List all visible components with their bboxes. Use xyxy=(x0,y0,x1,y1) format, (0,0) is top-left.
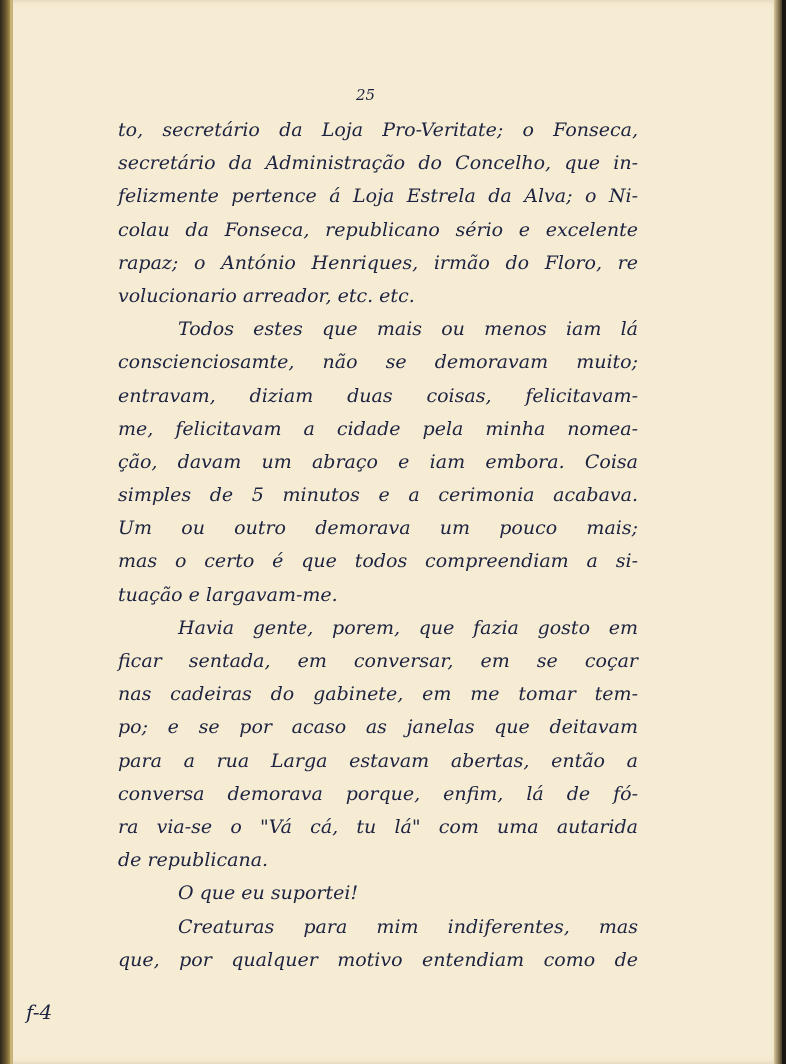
text-line: secretário da Administração do Concelho, que in- xyxy=(118,152,638,175)
page-number: 25 xyxy=(356,86,376,104)
text-line: tuação e largavam-me. xyxy=(118,583,338,606)
text-line: de republicana. xyxy=(118,849,269,872)
text-line: Todos estes que mais ou menos iam lá xyxy=(178,318,638,341)
text-line: Creaturas para mim indiferentes, mas xyxy=(178,915,638,938)
text-line: conscienciosamte, não se demoravam muito; xyxy=(118,351,638,374)
text-line: entravam, diziam duas coisas, felicitavam- xyxy=(118,384,638,407)
text-line: Um ou outro demorava um pouco mais; xyxy=(118,517,638,540)
manuscript-page xyxy=(10,0,782,1064)
text-line: to, secretário da Loja Pro-Veritate; o Fonseca, xyxy=(118,119,638,141)
text-line: mas o certo é que todos compreendiam a si- xyxy=(118,550,638,573)
text-line: po; e se por acaso as janelas que deitavam xyxy=(118,716,638,739)
text-line: Havia gente, porem, que fazia gosto em xyxy=(178,616,638,639)
text-line: rapaz; o António Henriques, irmão do Floro, re xyxy=(118,251,638,274)
margin-note: f-4 xyxy=(26,1000,53,1024)
text-line: volucionario arreador, etc. etc. xyxy=(118,284,415,307)
text-line: que, por qualquer motivo entendiam como de xyxy=(118,948,638,971)
text-line: para a rua Larga estavam abertas, então a xyxy=(118,749,638,772)
text-line: ficar sentada, em conversar, em se coçar xyxy=(118,650,638,672)
text-line: ção, davam um abraço e iam embora. Coisa xyxy=(118,450,638,473)
text-line: nas cadeiras do gabinete, em me tomar tem- xyxy=(118,683,638,706)
manuscript-text xyxy=(118,114,638,977)
text-line: conversa demorava porque, enfim, lá de fó- xyxy=(118,782,638,805)
text-line: me, felicitavam a cidade pela minha nomea- xyxy=(118,417,638,440)
text-line: ra via-se o "Vá cá, tu lá" com uma autarida xyxy=(118,815,638,838)
text-line: O que eu suportei! xyxy=(178,882,359,905)
text-line: colau da Fonseca, republicano sério e excelente xyxy=(118,218,638,241)
book-spine xyxy=(0,0,10,1064)
text-line: felizmente pertence á Loja Estrela da Alva; o Ni- xyxy=(118,185,638,208)
text-line: simples de 5 minutos e a cerimonia acabava. xyxy=(118,484,638,507)
page-edge xyxy=(774,0,782,1064)
